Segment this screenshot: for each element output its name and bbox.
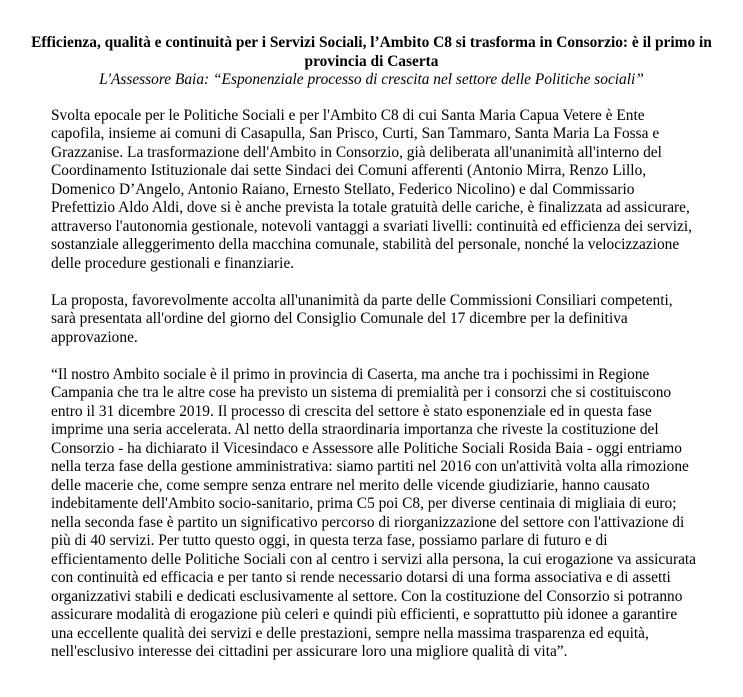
paragraph-proposal: La proposta, favorevolmente accolta all'unanimità da parte delle Commissioni Consiliari competenti, sarà presentata all'ordine del giorno del Consiglio Comunale del 17 dicembre per la definitiva approvazione. [51,291,673,346]
paragraph-quote: “Il nostro Ambito sociale è il primo in provincia di Caserta, ma anche tra i pochissimi in Regione Campania che tra le altre cose ha previsto un sistema di premialità per i consorzi che si costituiscono entro il 31 dicembre 2019. Il processo di crescita del settore è stato esponenziale ed in questa fase imprime una seria accelerata. Al netto della straordinaria importanza che riveste la costituzione del Consorzio - ha dichiarato il Vicesindaco e Assessore alle Politiche Sociali Rosida Baia - oggi entriamo nella terza fase della gestione amministrativa: siamo partiti nel 2016 con un'attività volta alla rimozione delle macerie che, come sempre senza entrare nel merito delle vicende giudiziarie, hanno causato indebitamente dell'Ambito socio-sanitario, prima C5 poi C8, per diverse centinaia di migliaia di euro; nella seconda fase è partito un significativo percorso di riorganizzazione del settore con l'attivazione di più di 40 servizi. Per tutto questo oggi, in questa terza fase, possiamo parlare di futuro e di efficientamento delle Politiche Sociali con al centro i servizi alla persona, la cui erogazione va assicurata con continuità ed efficacia e per tanto si rende necessario dotarsi di una forma associativa e di assetti organizzativi stabili e dedicati esclusivamente al settore. Con la costituzione del Consorzio si potranno assicurare modalità di erogazione più celeri e quindi più efficienti, e soprattutto più idonee a garantire una eccellente qualità dei servizi e delle prestazioni, sempre nella massima trasparenza ed equità, nell'esclusivo interesse dei cittadini per assicurare loro una migliore qualità di vita”. [51,365,697,660]
article-title: Efficienza, qualità e continuità per i Servizi Sociali, l’Ambito C8 si trasforma in Consorzio: è il primo in provincia di Caserta [31,34,712,70]
paragraph-intro: Svolta epocale per le Politiche Sociali e per l'Ambito C8 di cui Santa Maria Capua Vetere è Ente capofila, insieme ai comuni di Casapulla, San Prisco, Curti, San Tammaro, Santa Maria La Fossa e Grazzanise. La trasformazione dell'Ambito in Consorzio, già deliberata all'unanimità all'interno del Coordinamento Istituzionale dai sette Sindaci dei Comuni afferenti (Antonio Mirra, Renzo Lillo, Domenico D’Angelo, Antonio Raiano, Ernesto Stellato, Federico Nicolino) e dal Commissario Prefettizio Aldo Aldi, dove si è anche prevista la totale gratuità delle cariche, è finalizzata ad assicurare, attraverso l'autonomia gestionale, notevoli vantaggi a svariati livelli: continuità ed efficienza dei servizi, sostanziale alleggerimento della macchina comunale, stabilità del personale, nonché la velocizzazione delle procedure gestionali e finanziarie. [51,106,692,272]
article-body [0,107,701,662]
article-subtitle: L'Assessore Baia: “Esponenziale processo di crescita nel settore delle Politiche sociali” [99,71,644,88]
